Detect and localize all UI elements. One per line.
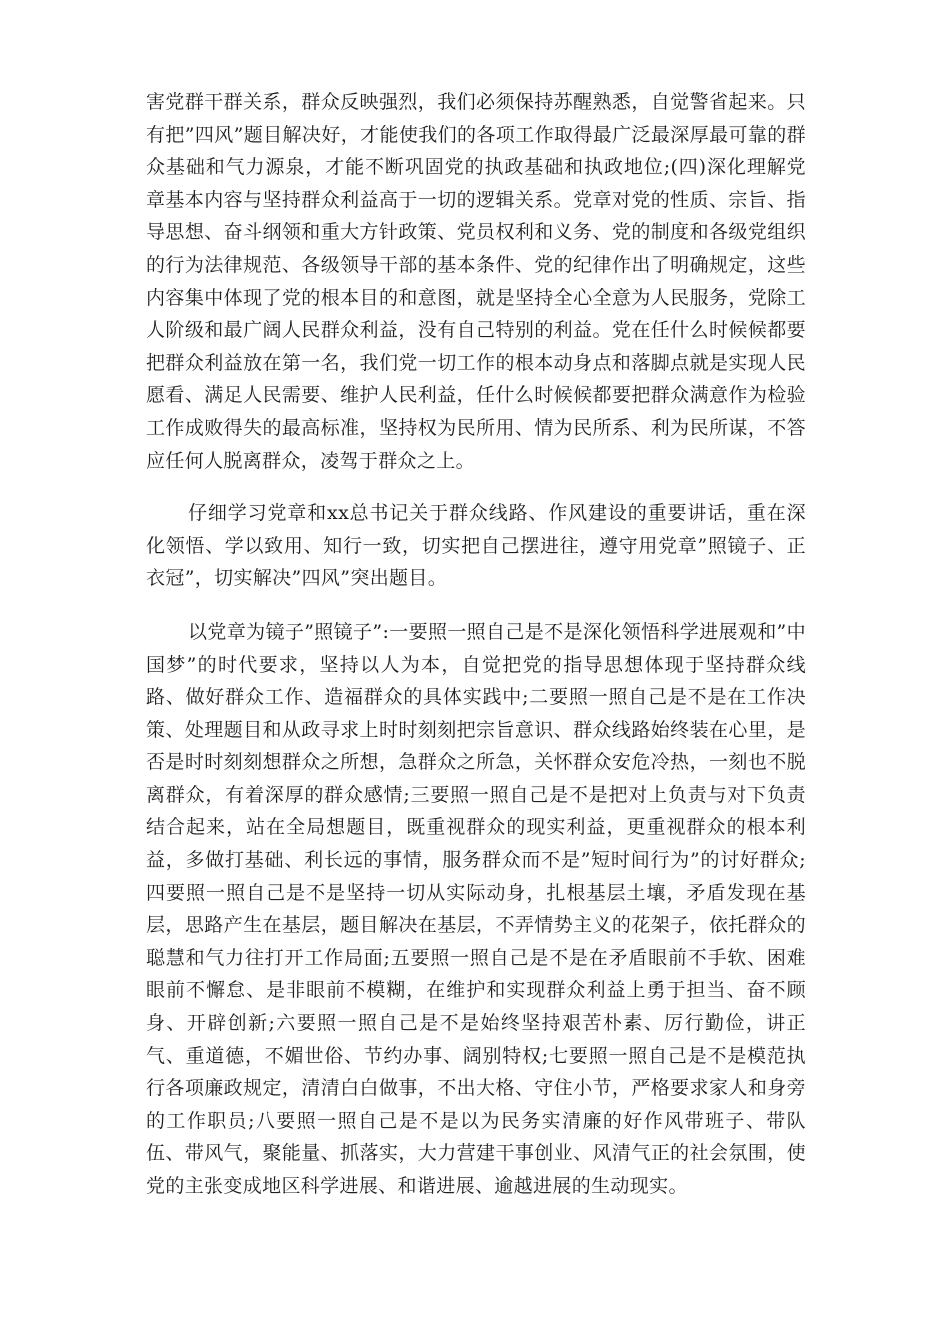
paragraph-mirror-self-check: 以党章为镜子”照镜子”:一要照一照自己是不是深化领悟科学进展观和”中国梦”的时代要求，坚持以人为本，自觉把党的指导思想体现于坚持群众线路、做好群众工作、造福群众的具体实践中;二要照一照自己是不是在工作决策、处理题目和从政寻求上时时刻刻把宗旨意识、群众线路始终装在心里，是否是时时刻刻想群众之所想，急群众之所急，关怀群众安危冷热，一刻也不脱离群众，有着深厚的群众感情;三要照一照自己是不是把对上负责与对下负责结合起来，站在全局想题目，既重视群众的现实利益，更重视群众的根本利益，多做打基础、利长远的事情，服务群众而不是”短时间行为”的讨好群众;四要照一照自己是不是坚持一切从实际动身，扎根基层土壤，矛盾发现在基层，思路产生在基层，题目解决在基层，不弄情势主义的花架子，依托群众的聪慧和气力往打开工作局面;五要照一照自己是不是在矛盾眼前不手软、困难眼前不懈怠、是非眼前不模糊，在维护和实现群众利益上勇于担当、奋不顾身、开辟创新;六要照一照自己是不是始终坚持艰苦朴素、厉行勤俭，讲正气、重道德，不媚世俗、节约办事、阔别特权;七要照一照自己是不是模范执行各项廉政规定，清清白白做事，不出大格、守住小节，严格要求家人和身旁的工作职员;八要照一照自己是不是以为民务实清廉的好作风带班子、带队伍、带风气，聚能量、抓落实，大力营建干事创业、风清气正的社会氛围，使党的主张变成地区科学进展、和谐进展、逾越进展的生动现实。: [146, 620, 806, 1197]
paragraph-continuation: 害党群干群关系，群众反映强烈，我们必须保持苏醒熟悉，自觉警省起来。只有把”四风”题目解决好，才能使我们的各项工作取得最广泛最深厚最可靠的群众基础和气力源泉，才能不断巩固党的执政基础和执政地位;(四)深化理解党章基本内容与坚持群众利益高于一切的逻辑关系。党章对党的性质、宗旨、指导思想、奋斗纲领和重大方针政策、党员权利和义务、党的制度和各级党组织的行为法律规范、各级领导干部的基本条件、党的纪律作出了明确规定，这些内容集中体现了党的根本目的和意图，就是坚持全心全意为人民服务，党除工人阶级和最广阔人民群众利益，没有自己特别的利益。党在任什么时候候都要把群众利益放在第一名，我们党一切工作的根本动身点和落脚点就是实现人民愿看、满足人民需要、维护人民利益，任什么时候候都要把群众满意作为检验工作成败得失的最高标准，坚持权为民所用、情为民所系、利为民所谋，不答应任何人脱离群众，凌驾于群众之上。: [146, 91, 806, 472]
paragraph-study-party-constitution: 仔细学习党章和xx总书记关于群众线路、作风建设的重要讲话，重在深化领悟、学以致用、知行一致，切实把自己摆进往，遵守用党章”照镜子、正衣冠”，切实解决”四风”突出题目。: [146, 502, 806, 590]
document-page: [146, 86, 806, 1203]
